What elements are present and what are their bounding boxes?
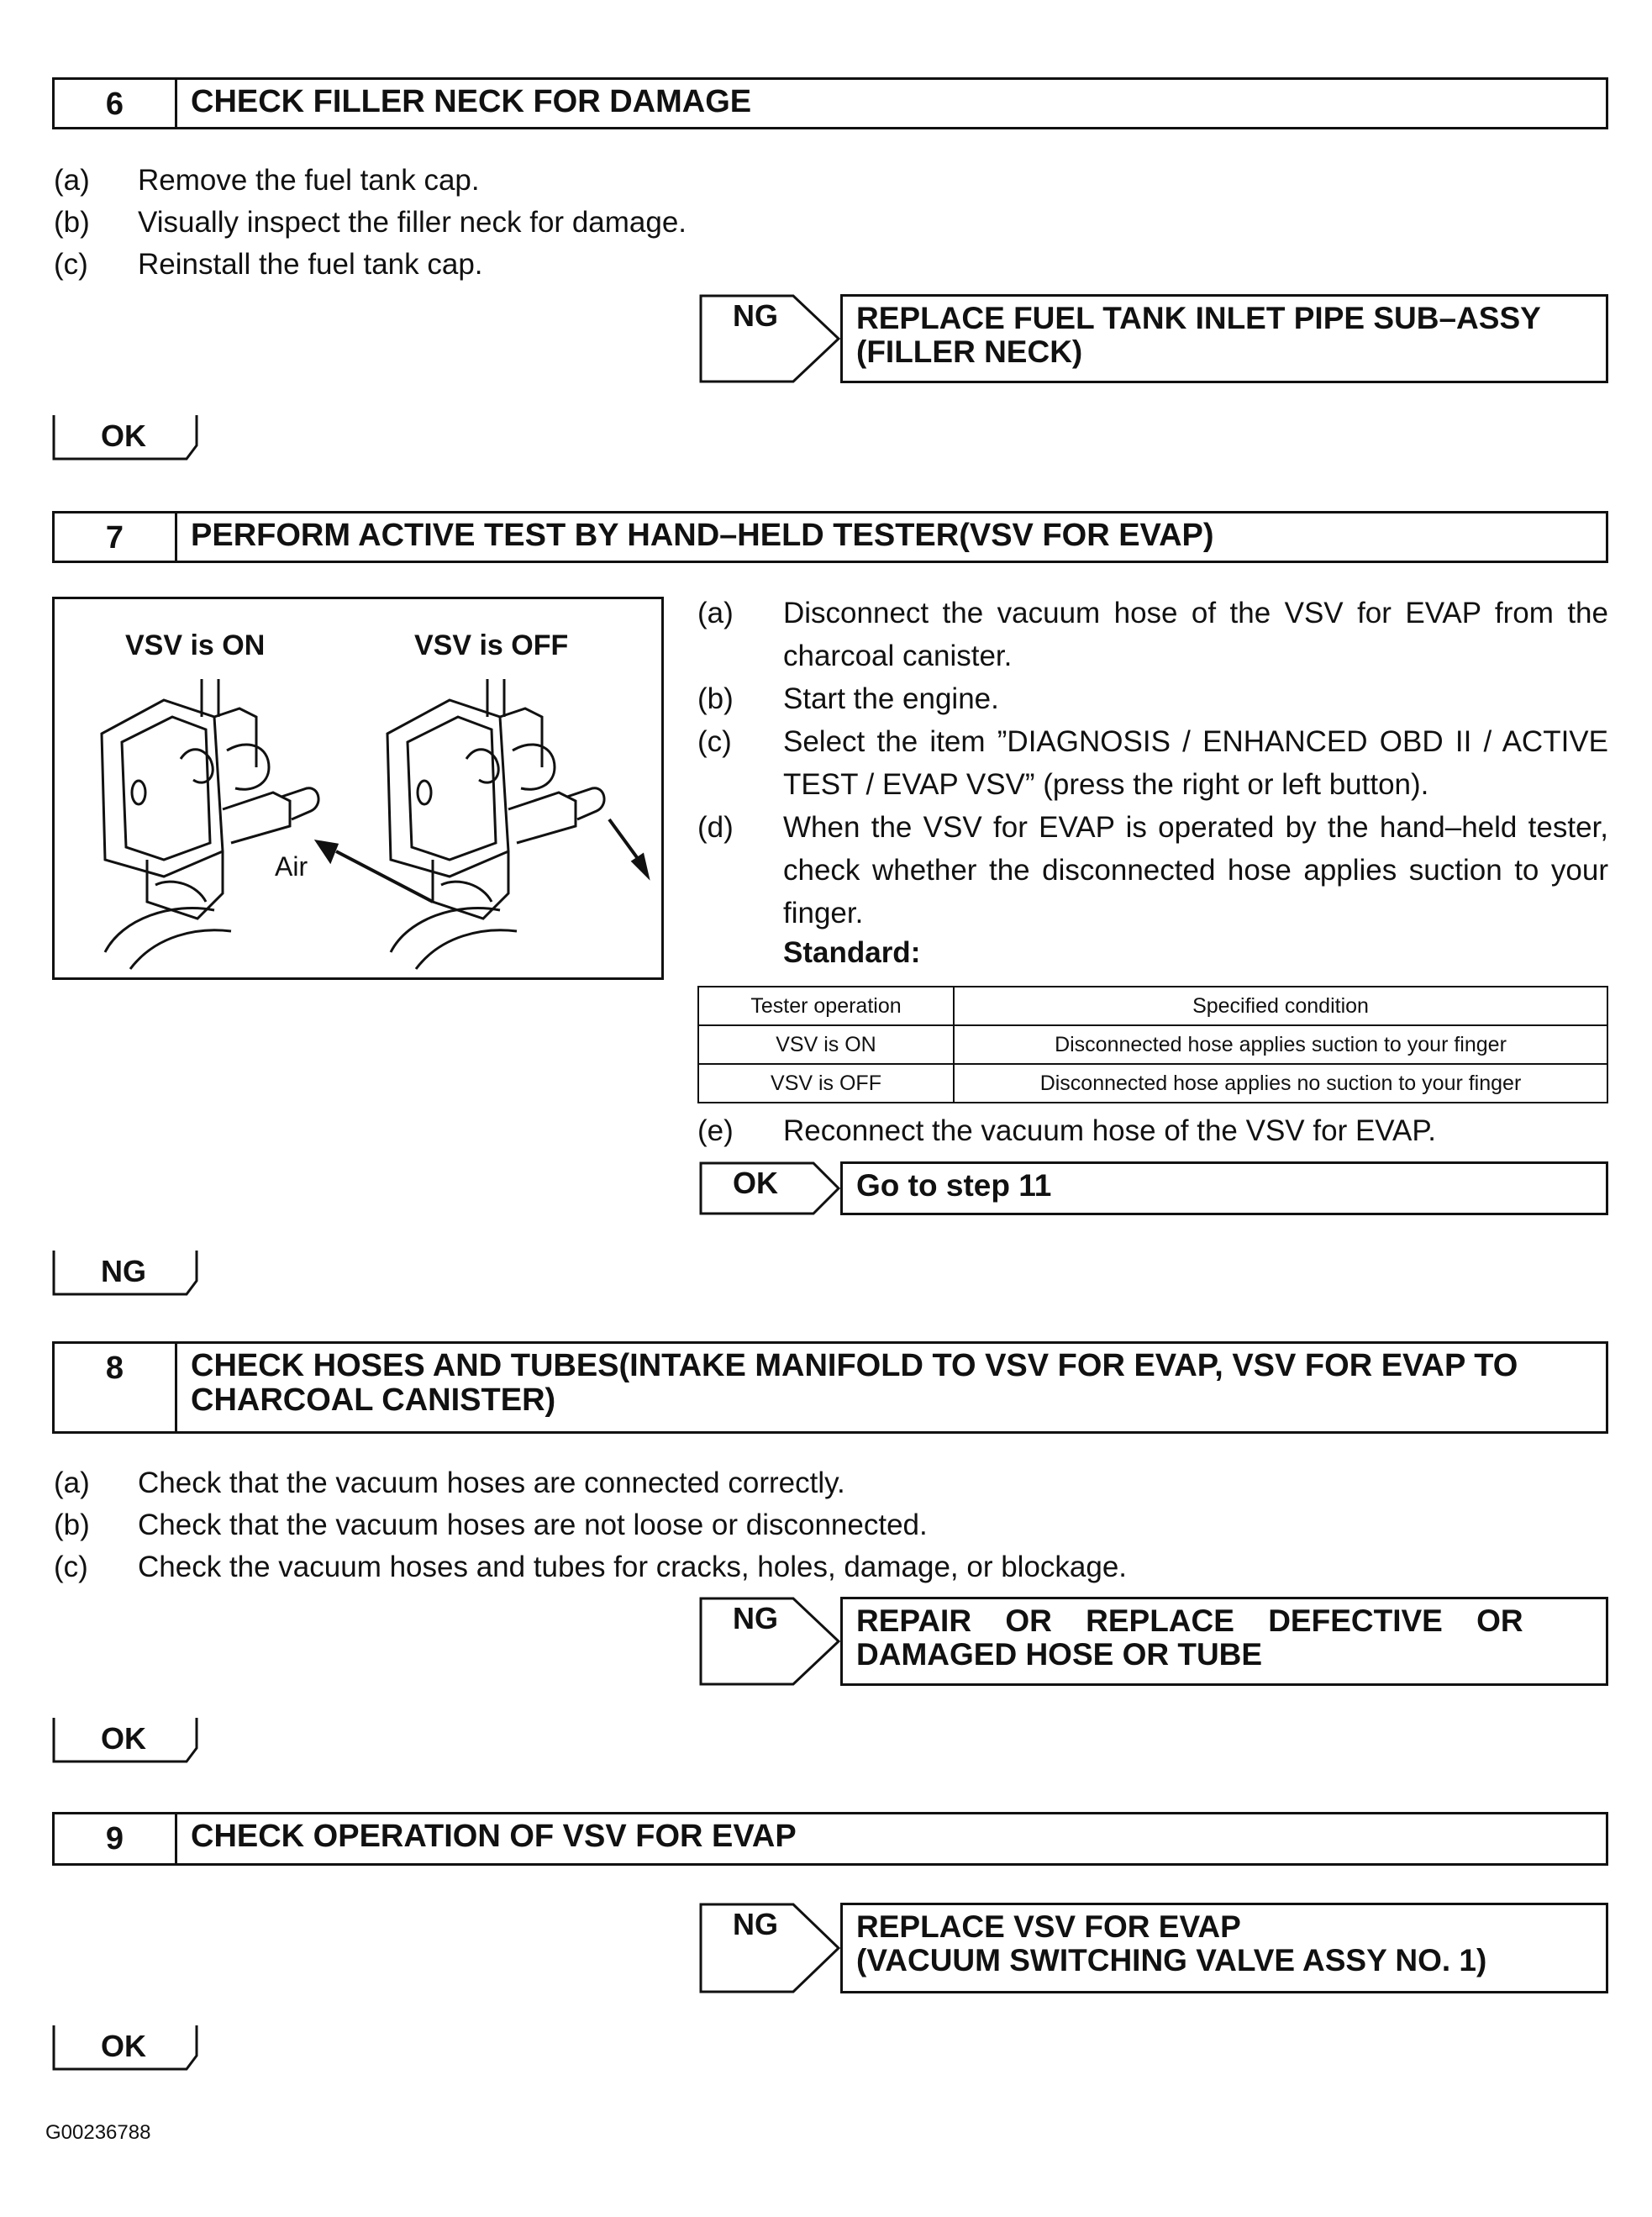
- table-header-cell: Specified condition: [954, 987, 1607, 1025]
- step-9-ok-tab: [52, 2024, 200, 2080]
- ok-label: OK: [733, 1166, 778, 1200]
- item-label: (c): [697, 725, 732, 758]
- table-cell: VSV is ON: [698, 1025, 954, 1064]
- step-title: PERFORM ACTIVE TEST BY HAND–HELD TESTER(VSV FOR EVAP): [191, 518, 1214, 553]
- table-row: [698, 1025, 1607, 1064]
- ng-action-line1: REPLACE FUEL TANK INLET PIPE SUB–ASSY: [856, 301, 1541, 335]
- item-text: When the VSV for EVAP is operated by the hand–held tester, check whether the disconnected hose applies suction to your finger.: [783, 811, 1608, 929]
- item-text: Start the engine.: [783, 682, 999, 715]
- step-8-ok-tab: [52, 1716, 200, 1772]
- item-label: (c): [54, 1551, 88, 1583]
- step-9-header: [52, 1812, 1608, 1866]
- ng-label: NG: [101, 1254, 146, 1288]
- item-label: (b): [54, 1509, 90, 1541]
- item-text: Disconnect the vacuum hose of the VSV for EVAP from the charcoal canister.: [783, 597, 1608, 672]
- step-7-ok-action: [840, 1161, 1608, 1215]
- standard-table: [697, 986, 1608, 1103]
- step-9-ng-action: [840, 1903, 1608, 1993]
- item-label: (d): [697, 811, 734, 844]
- item-label: (a): [54, 164, 90, 197]
- step-7-header: [52, 511, 1608, 563]
- figure-label-off: VSV is OFF: [414, 629, 569, 661]
- ok-action-text: Go to step 11: [856, 1168, 1052, 1203]
- footer-code: G00236788: [45, 2121, 151, 2144]
- figure-label-on: VSV is ON: [125, 629, 266, 661]
- item-text: Visually inspect the filler neck for damage.: [138, 206, 687, 239]
- item-text: Check the vacuum hoses and tubes for cracks, holes, damage, or blockage.: [138, 1551, 1128, 1583]
- table-cell: Disconnected hose applies no suction to your finger: [954, 1064, 1607, 1103]
- table-header-cell: Tester operation: [698, 987, 954, 1025]
- item-text: Reinstall the fuel tank cap.: [138, 248, 483, 281]
- ng-action-line1: REPLACE VSV FOR EVAP: [856, 1909, 1241, 1944]
- item-label: (b): [54, 206, 90, 239]
- table-header-row: [698, 987, 1607, 1025]
- ng-action-line2: DAMAGED HOSE OR TUBE: [856, 1637, 1263, 1672]
- step-title: CHECK OPERATION OF VSV FOR EVAP: [191, 1819, 797, 1854]
- ng-label: NG: [733, 298, 778, 333]
- item-label: (e): [697, 1114, 734, 1147]
- item-label: (c): [54, 248, 88, 281]
- step-number: 6: [55, 80, 177, 127]
- table-row: [698, 1064, 1607, 1103]
- step-7-ng-tab: [52, 1249, 200, 1305]
- ok-label: OK: [101, 2029, 146, 2063]
- step-8-header: [52, 1341, 1608, 1434]
- step-8-ng-action: [840, 1597, 1608, 1686]
- vsv-illustration: [55, 599, 661, 977]
- step-number: 8: [55, 1344, 177, 1431]
- step-title: CHECK HOSES AND TUBES(INTAKE MANIFOLD TO VSV FOR EVAP, VSV FOR EVAP TO CHARCOAL CANISTER): [191, 1348, 1518, 1418]
- item-text: Remove the fuel tank cap.: [138, 164, 480, 197]
- figure-label-air: Air: [275, 851, 308, 882]
- ng-label: NG: [733, 1601, 778, 1635]
- vsv-figure: [52, 597, 664, 980]
- ng-arrow: [699, 1597, 842, 1690]
- ng-arrow: [699, 294, 842, 387]
- item-text: Select the item ”DIAGNOSIS / ENHANCED OBD II / ACTIVE TEST / EVAP VSV” (press the right or left button).: [783, 725, 1608, 801]
- step-title: CHECK FILLER NECK FOR DAMAGE: [191, 84, 752, 119]
- item-text: Check that the vacuum hoses are not loose or disconnected.: [138, 1509, 928, 1541]
- item-label: (a): [54, 1467, 90, 1499]
- ok-label: OK: [101, 1721, 146, 1756]
- table-cell: Disconnected hose applies suction to your finger: [954, 1025, 1607, 1064]
- item-text: Check that the vacuum hoses are connected correctly.: [138, 1467, 845, 1499]
- item-text: Reconnect the vacuum hose of the VSV for EVAP.: [783, 1114, 1436, 1147]
- table-cell: VSV is OFF: [698, 1064, 954, 1103]
- step-number: 7: [55, 513, 177, 561]
- item-label: (b): [697, 682, 734, 715]
- ok-arrow: [699, 1161, 842, 1219]
- ng-action-line2: (VACUUM SWITCHING VALVE ASSY NO. 1): [856, 1943, 1487, 1977]
- step-6-ng-action: [840, 294, 1608, 383]
- step-number: 9: [55, 1814, 177, 1863]
- step-6-header: [52, 77, 1608, 129]
- ng-label: NG: [733, 1907, 778, 1941]
- step-6-ok-tab: [52, 413, 200, 470]
- item-label: (a): [697, 597, 734, 629]
- ng-arrow: [699, 1903, 842, 1998]
- standard-label: Standard:: [783, 936, 921, 969]
- ng-action-line2: (FILLER NECK): [856, 334, 1083, 369]
- ok-label: OK: [101, 419, 146, 453]
- ng-action-line1: REPAIR OR REPLACE DEFECTIVE OR: [856, 1604, 1523, 1638]
